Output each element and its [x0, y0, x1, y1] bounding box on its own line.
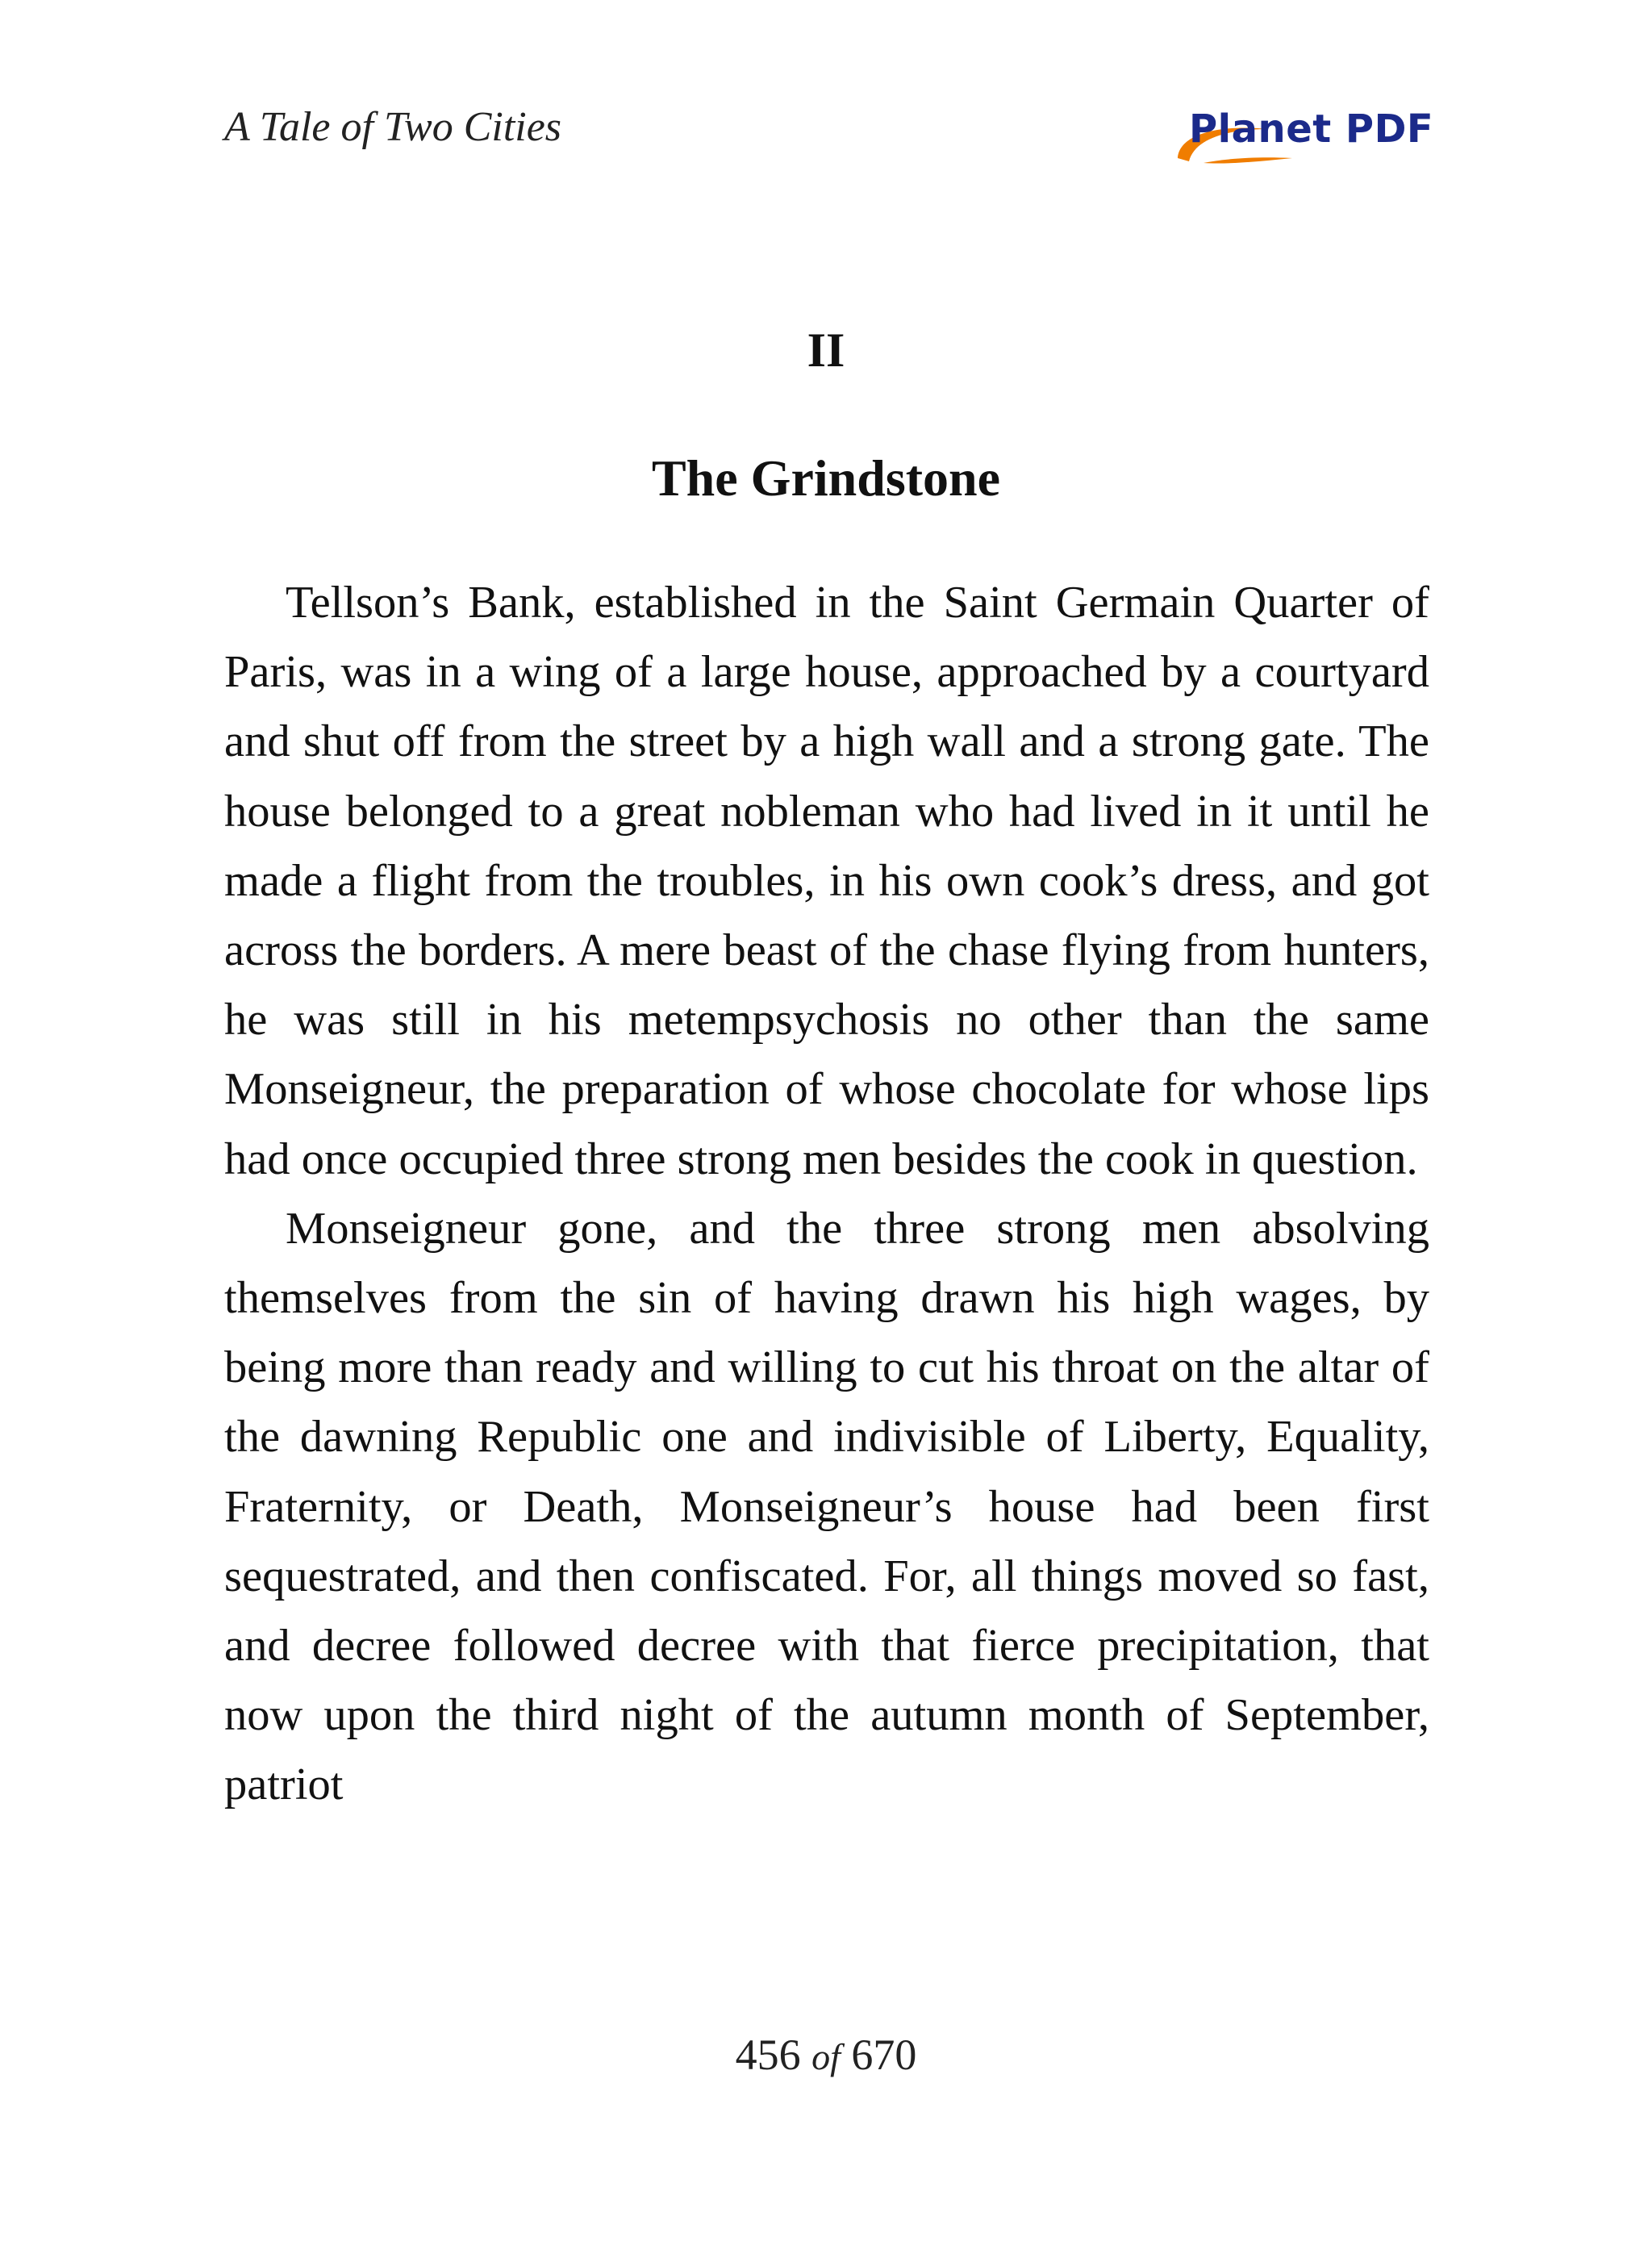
chapter-title: The Grindstone: [651, 449, 1001, 507]
logo-text: Planet PDF: [1189, 106, 1434, 152]
chapter-body: [224, 568, 1429, 1820]
chapter-number: II: [807, 323, 845, 377]
planet-pdf-logo: [1171, 100, 1437, 173]
book-title-header: A Tale of Two Cities: [224, 104, 562, 150]
paragraph: Tellson’s Bank, established in the Saint Germain Quarter of Paris, was in a wing of a large house, approached by a courtyard and shut off from the street by a high wall and a strong gate. The house belonged to a great nobleman who had lived in it until he made a flight from the troubles, in his own cook’s dress, and got across the borders. A mere beast of the chase flying from hunters, he was still in his metempsychosis no other than the same Monseigneur, the preparation of whose chocolate for whose lips had once occupied three strong men besides the cook in question.: [224, 578, 1429, 1184]
page-number: [0, 2030, 1652, 2080]
current-page: 456: [735, 2031, 801, 2079]
page-of-label: of: [811, 2036, 841, 2077]
paragraph: Monseigneur gone, and the three strong men absolving themselves from the sin of having drawn his high wages, by being more than ready and willing to cut his throat on the altar of the dawning Republic one and indivisible of Liberty, Equality, Fraternity, or Death, Monseigneur’s house had been first sequestrated, and then confiscated. For, all things moved so fast, and decree followed decree with that fierce precipitation, that now upon the third night of the autumn month of September, patriot: [224, 1203, 1429, 1810]
total-pages: 670: [851, 2031, 917, 2079]
